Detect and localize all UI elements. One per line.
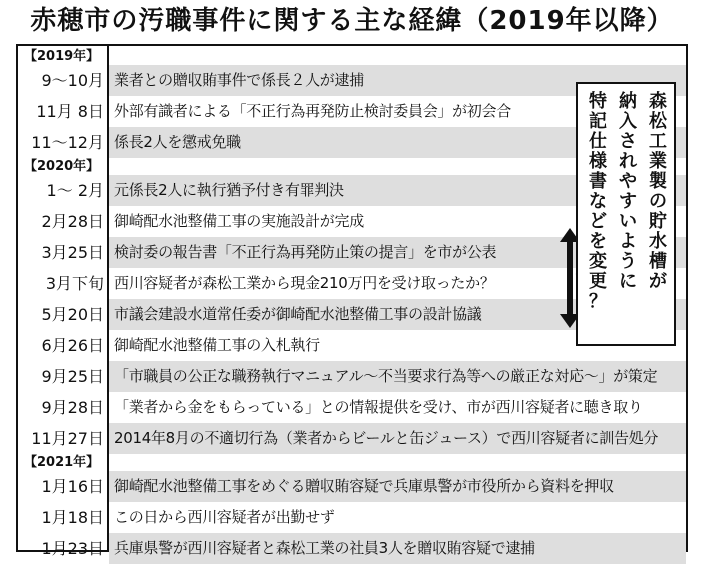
event-text: 係長2人を懲戒免職 xyxy=(114,133,241,151)
column-divider xyxy=(107,46,109,550)
event-text: 2014年8月の不適切行為（業者からビールと缶ジュース）で西川容疑者に訓告処分 xyxy=(114,429,659,447)
event-date: 1月16日 xyxy=(41,477,104,496)
event-date: 5月20日 xyxy=(41,305,104,324)
year-label: 【2020年】 xyxy=(24,159,100,174)
event-text: 御崎配水池整備工事の実施設計が完成 xyxy=(114,212,364,230)
event-date: 1月23日 xyxy=(41,539,104,558)
year-label: 【2021年】 xyxy=(24,455,100,470)
timeline-row xyxy=(18,361,686,392)
year-header xyxy=(18,454,686,471)
event-text: 元係長2人に執行猶予付き有罪判決 xyxy=(114,181,344,199)
note-line-1: 森 松 工 業 製 の 貯 水 槽 が xyxy=(649,91,667,292)
timeline-row xyxy=(18,533,686,564)
event-date: 9月25日 xyxy=(41,367,104,386)
event-text: 外部有識者による「不正行為再発防止検討委員会」が初会合 xyxy=(114,102,511,120)
event-date: 9〜10月 xyxy=(41,71,104,90)
event-text: 兵庫県警が西川容疑者と森松工業の社員3人を贈収賄容疑で逮捕 xyxy=(114,539,535,557)
event-text: 検討委の報告書「不正行為再発防止策の提言」を市が公表 xyxy=(114,243,497,261)
event-text: 御崎配水池整備工事をめぐる贈収賄容疑で兵庫県警が市役所から資料を押収 xyxy=(114,477,614,495)
timeline-row xyxy=(18,502,686,533)
event-date: 6月26日 xyxy=(41,336,104,355)
note-line-3: 特 記 仕 様 書 な ど を 変 更 ？ xyxy=(589,91,607,312)
page-title: 赤穂市の汚職事件に関する主な経緯（2019年以降） xyxy=(30,6,674,36)
year-label: 【2019年】 xyxy=(24,49,100,64)
event-date: 9月28日 xyxy=(41,398,104,417)
event-date: 3月下旬 xyxy=(45,274,104,293)
callout-note xyxy=(576,82,676,346)
event-date: 3月25日 xyxy=(41,243,104,262)
event-text: 「業者から金をもらっている」との情報提供を受け、市が西川容疑者に聴き取り xyxy=(114,398,643,416)
event-date: 11月27日 xyxy=(31,429,104,448)
note-line-2: 納 入 さ れ や す い よ う に xyxy=(619,91,637,292)
event-text: この日から西川容疑者が出勤せず xyxy=(114,508,335,526)
event-date: 2月28日 xyxy=(41,212,104,231)
event-text: 西川容疑者が森松工業から現金210万円を受け取ったか？ xyxy=(114,274,495,292)
timeline-row xyxy=(18,392,686,423)
event-date: 11月 8日 xyxy=(36,102,104,121)
event-date: 11〜12月 xyxy=(31,133,104,152)
event-text: 御崎配水池整備工事の入札執行 xyxy=(114,336,320,354)
event-date: 1〜 2月 xyxy=(46,181,104,200)
event-text: 「市職員の公正な職務執行マニュアル〜不当要求行為等への厳正な対応〜」が策定 xyxy=(114,367,658,385)
timeline-row xyxy=(18,471,686,502)
event-date: 1月18日 xyxy=(41,508,104,527)
event-text: 市議会建設水道常任委が御崎配水池整備工事の設計協議 xyxy=(114,305,482,323)
year-header xyxy=(18,48,686,65)
timeline-row xyxy=(18,423,686,454)
event-text: 業者との贈収賄事件で係長２人が逮捕 xyxy=(114,71,364,89)
